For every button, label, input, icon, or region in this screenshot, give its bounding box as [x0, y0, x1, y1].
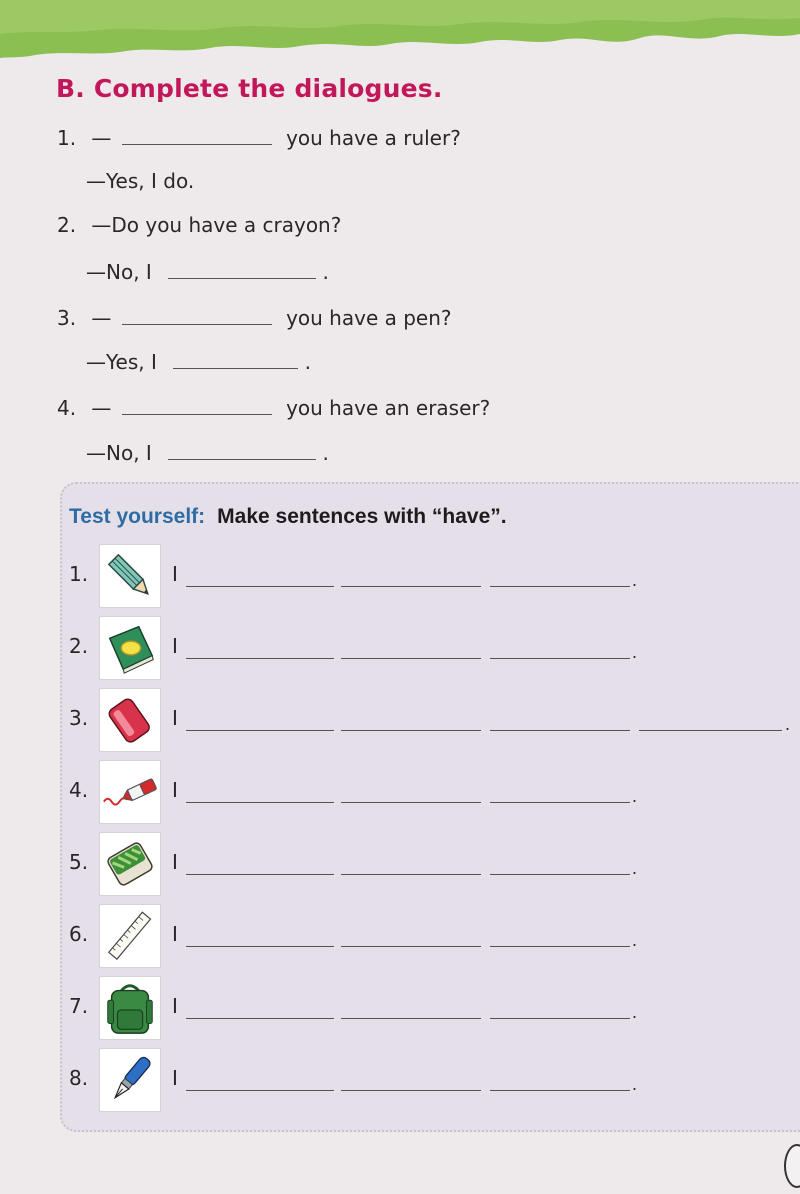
word-blank[interactable]: [341, 1090, 481, 1091]
answer-prefix: —No, I: [86, 260, 152, 284]
test-item-row: [0, 1048, 800, 1118]
pencil-icon: [99, 544, 161, 608]
item-number: 2.: [57, 213, 77, 237]
schoolbag-icon: [99, 976, 161, 1040]
item-number: 3.: [69, 706, 89, 730]
word-blank[interactable]: [490, 658, 630, 659]
dialogue-3-answer: [86, 348, 311, 374]
answer-period: .: [304, 350, 311, 374]
test-item-row: [0, 688, 800, 758]
answer-blank[interactable]: [168, 439, 316, 460]
word-blank[interactable]: [341, 946, 481, 947]
word-blank[interactable]: [186, 586, 334, 587]
item-number: 5.: [69, 850, 89, 874]
item-number: 4.: [69, 778, 89, 802]
word-blank[interactable]: [186, 658, 334, 659]
word-blank[interactable]: [186, 802, 334, 803]
word-blank[interactable]: [186, 730, 334, 731]
sentence-period: .: [632, 570, 638, 590]
dialogue-3-question: [57, 304, 452, 330]
word-blank[interactable]: [490, 730, 630, 731]
answer-prefix: —No, I: [86, 441, 152, 465]
sentence-pronoun: I: [172, 994, 178, 1018]
question-text: you have a pen?: [286, 306, 452, 330]
sentence-pronoun: I: [172, 1066, 178, 1090]
pencil-box-icon: [99, 832, 161, 896]
question-text: you have an eraser?: [286, 396, 491, 420]
test-yourself-heading: [69, 505, 507, 529]
dash: —: [91, 126, 112, 150]
dialogue-1-answer: —Yes, I do.: [86, 169, 195, 193]
sentence-period: .: [632, 858, 638, 878]
dash: —: [91, 396, 112, 420]
answer-blank[interactable]: [173, 348, 298, 369]
test-item-row: [0, 904, 800, 974]
dialogue-4-question: [57, 394, 490, 420]
answer-blank[interactable]: [122, 304, 272, 325]
answer-period: .: [322, 260, 329, 284]
question-text: —Do you have a crayon?: [91, 213, 342, 237]
test-item-row: [0, 760, 800, 830]
answer-prefix: —Yes, I: [86, 350, 157, 374]
sentence-period: .: [632, 930, 638, 950]
item-number: 4.: [57, 396, 77, 420]
item-number: 1.: [69, 562, 89, 586]
sentence-pronoun: I: [172, 562, 178, 586]
sentence-pronoun: I: [172, 706, 178, 730]
test-item-row: [0, 616, 800, 686]
crayon-icon: [99, 760, 161, 824]
dialogue-2-answer: [86, 258, 329, 284]
word-blank[interactable]: [186, 946, 334, 947]
word-blank[interactable]: [186, 1018, 334, 1019]
word-blank[interactable]: [490, 1018, 630, 1019]
dialogue-4-answer: [86, 439, 329, 465]
dash: —: [91, 306, 112, 330]
word-blank[interactable]: [186, 1090, 334, 1091]
sentence-pronoun: I: [172, 778, 178, 802]
word-blank[interactable]: [341, 802, 481, 803]
sentence-pronoun: I: [172, 922, 178, 946]
item-number: 6.: [69, 922, 89, 946]
ruler-icon: [99, 904, 161, 968]
sentence-period: .: [632, 786, 638, 806]
answer-blank[interactable]: [122, 394, 272, 415]
answer-blank[interactable]: [122, 124, 272, 145]
word-blank[interactable]: [490, 802, 630, 803]
test-yourself-label: Test yourself:: [69, 505, 206, 528]
dialogue-2-question: [57, 213, 341, 237]
word-blank[interactable]: [341, 730, 481, 731]
sentence-period: .: [632, 1074, 638, 1094]
sentence-period: .: [632, 642, 638, 662]
book-icon: [99, 616, 161, 680]
item-number: 8.: [69, 1066, 89, 1090]
sentence-pronoun: I: [172, 634, 178, 658]
test-item-row: [0, 544, 800, 614]
question-text: you have a ruler?: [286, 126, 461, 150]
section-title: B. Complete the dialogues.: [56, 74, 443, 103]
top-green-band: [0, 0, 800, 80]
pen-icon: [99, 1048, 161, 1112]
sentence-pronoun: I: [172, 850, 178, 874]
page-number-badge: [784, 1144, 800, 1188]
answer-period: .: [322, 441, 329, 465]
sentence-period: .: [632, 1002, 638, 1022]
word-blank[interactable]: [341, 658, 481, 659]
word-blank[interactable]: [341, 586, 481, 587]
word-blank[interactable]: [186, 874, 334, 875]
test-yourself-instruction: Make sentences with “have”.: [217, 505, 507, 528]
item-number: 7.: [69, 994, 89, 1018]
word-blank[interactable]: [490, 946, 630, 947]
word-blank[interactable]: [490, 1090, 630, 1091]
word-blank[interactable]: [341, 1018, 481, 1019]
dialogue-1-question: [57, 124, 461, 150]
answer-blank[interactable]: [168, 258, 316, 279]
item-number: 3.: [57, 306, 77, 330]
eraser-icon: [99, 688, 161, 752]
word-blank[interactable]: [490, 586, 630, 587]
item-number: 1.: [57, 126, 77, 150]
word-blank[interactable]: [341, 874, 481, 875]
word-blank[interactable]: [490, 874, 630, 875]
item-number: 2.: [69, 634, 89, 658]
test-item-row: [0, 976, 800, 1046]
test-item-row: [0, 832, 800, 902]
sentence-period: .: [785, 714, 791, 734]
word-blank[interactable]: [639, 730, 782, 731]
